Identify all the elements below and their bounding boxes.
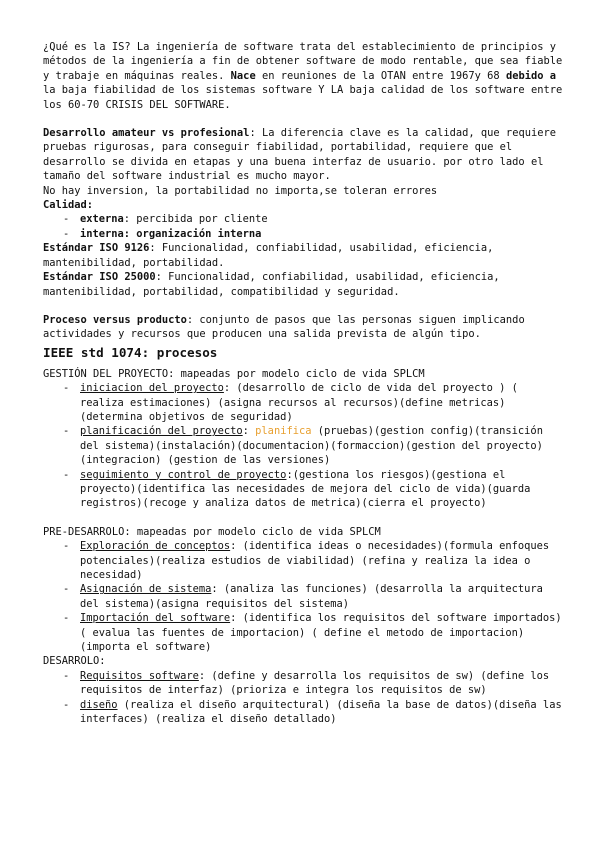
gestion-heading: GESTIÓN DEL PROYECTO: mapeadas por modelo ciclo de vida SPLCM — [43, 367, 425, 380]
iso9126-paragraph — [43, 241, 563, 270]
intro-text-3: la baja fiabilidad de los sistemas software Y LA baja calidad de los software entre los 60-70 CRISIS DEL SOFTWARE. — [43, 84, 563, 111]
list-item — [43, 468, 563, 511]
desarrollo-line-2: No hay inversion, la portabilidad no importa,se toleran errores — [43, 184, 438, 197]
desarrolo-item-label: Requisitos software — [80, 669, 199, 682]
bullet-dash: - — [63, 227, 70, 240]
intro-text-2: en reuniones de la OTAN entre 1967y 68 — [255, 69, 506, 82]
externa-label: externa — [80, 213, 124, 226]
ieee-heading: IEEE std 1074: procesos — [43, 344, 218, 360]
proceso-title: Proceso versus producto — [43, 313, 187, 326]
interna-label: interna: organización interna — [80, 227, 262, 240]
gestion-item-label: planificación del proyecto — [80, 425, 243, 438]
list-item — [43, 227, 563, 241]
predesarrollo-item-text: : (identifica los requisitos del software importados) ( evalua las fuentes de importacion) ( define el metodo de importacion) (importa el software) — [80, 612, 562, 654]
intro-question: ¿Qué es la IS? — [43, 41, 137, 53]
list-item — [43, 381, 563, 424]
predesarrollo-item-label: Exploración de conceptos — [80, 540, 231, 553]
predesarrollo-item-text: : (analiza las funciones) (desarrolla la arquitectura del sistema)(asigna requisitos del sistema) — [80, 583, 543, 610]
bullet-dash: - — [63, 612, 70, 625]
bullet-dash: - — [63, 540, 70, 553]
intro-debido: debido a — [505, 69, 556, 82]
gestion-item-text: : (desarrollo de ciclo de vida del proyecto ) ( realiza estimaciones) (asigna recursos al recursos)(define metricas)(determina objetivos de seguridad) — [80, 382, 518, 423]
list-item — [43, 669, 563, 698]
predesarrollo-heading: PRE-DESARROLO: mapeadas por modelo ciclo de vida SPLCM — [43, 525, 381, 538]
desarrolo-item-label: diseño — [80, 698, 118, 711]
document-page — [43, 40, 563, 726]
iso9126-label: Estándar ISO 9126 — [43, 242, 150, 255]
desarrolo-item-text: (realiza el diseño arquitectural) (diseña la base de datos)(diseña las interfaces) (realiza el diseño detallado) — [80, 698, 562, 726]
list-item — [43, 539, 563, 582]
predesarrollo-item-text: : (identifica ideas o necesidades)(formula enfoques potenciales)(realiza estudios de viabilidad) (refina y realiza la idea o necesidad) — [80, 540, 550, 581]
iso25000-text: : Funcionalidad, confiabilidad, usabilidad, eficiencia, mantenibilidad, portabilidad, compatibilidad y seguridad. — [43, 271, 500, 298]
bullet-dash: - — [63, 468, 70, 481]
desarrollo-paragraph — [43, 126, 563, 184]
proceso-text: : conjunto de pasos que las personas siguen implicando actividades y recursos que producen una salida prevista de algún tipo. — [43, 313, 525, 341]
gestion-item-text: :(gestiona los riesgos)(gestiona el proyecto)(identifica las necesidades de mejora del ciclo de vida)(guarda registros)(recoge y analiza datos de metrica)(cierra el proyecto) — [80, 468, 531, 510]
desarrollo-title: Desarrollo amateur vs profesional — [43, 127, 250, 140]
bullet-dash: - — [63, 213, 70, 226]
iso9126-text: : Funcionalidad, confiabilidad, usabilidad, eficiencia, mantenibilidad, portabilidad. — [43, 242, 494, 269]
bullet-dash: - — [63, 669, 70, 682]
gestion-item-label: iniciacion del proyecto — [80, 382, 224, 395]
list-item — [43, 424, 563, 467]
list-item — [43, 698, 563, 727]
gestion-item-label: seguimiento y control de proyecto — [80, 468, 287, 481]
intro-nace: Nace — [230, 69, 256, 82]
bullet-dash: - — [63, 425, 70, 438]
desarrolo-item-text: : (define y desarrolla los requisitos de sw) (define los requisitos de interfaz) (prioriza e integra los requisitos de sw) — [80, 669, 550, 697]
bullet-dash: - — [63, 698, 70, 711]
gestion-item-text: (pruebas)(gestion config)(transición del sistema)(instalación)(documentacion)(formaccion)(gestion del proyecto)(integracion) (gestion de las versiones) — [80, 425, 543, 467]
planifica-highlight: planifica — [255, 425, 312, 438]
intro-text-1: La ingeniería de software trata del establecimiento de principios y métodos de la ingeniería a fin de obtener software de modo rentable, que sea fiable y trabaje en máquinas reales. — [43, 41, 563, 82]
intro-paragraph — [43, 40, 563, 112]
calidad-heading: Calidad: — [43, 199, 94, 212]
desarrollo-text: : La diferencia clave es la calidad, que requiere pruebas rigurosas, para conseguir fiabilidad, portabilidad, requiere que el desarrollo se divida en etapas y una buena interfaz de usuario. por otro lado el tamaño del software industrial es mucho mayor. — [43, 127, 556, 183]
bullet-dash: - — [63, 583, 70, 596]
proceso-paragraph — [43, 313, 563, 342]
gestion-item-colon: : — [242, 425, 256, 438]
desarrolo-heading: DESARROLO: — [43, 655, 106, 668]
externa-text: : percibida por cliente — [123, 213, 268, 226]
iso25000-paragraph — [43, 270, 563, 299]
predesarrollo-item-label: Asignación de sistema — [80, 583, 212, 596]
bullet-dash: - — [63, 382, 70, 395]
list-item — [43, 611, 563, 654]
iso25000-label: Estándar ISO 25000 — [43, 271, 156, 284]
list-item — [43, 582, 563, 611]
list-item — [43, 212, 563, 226]
predesarrollo-item-label: Importación del software — [80, 612, 231, 625]
